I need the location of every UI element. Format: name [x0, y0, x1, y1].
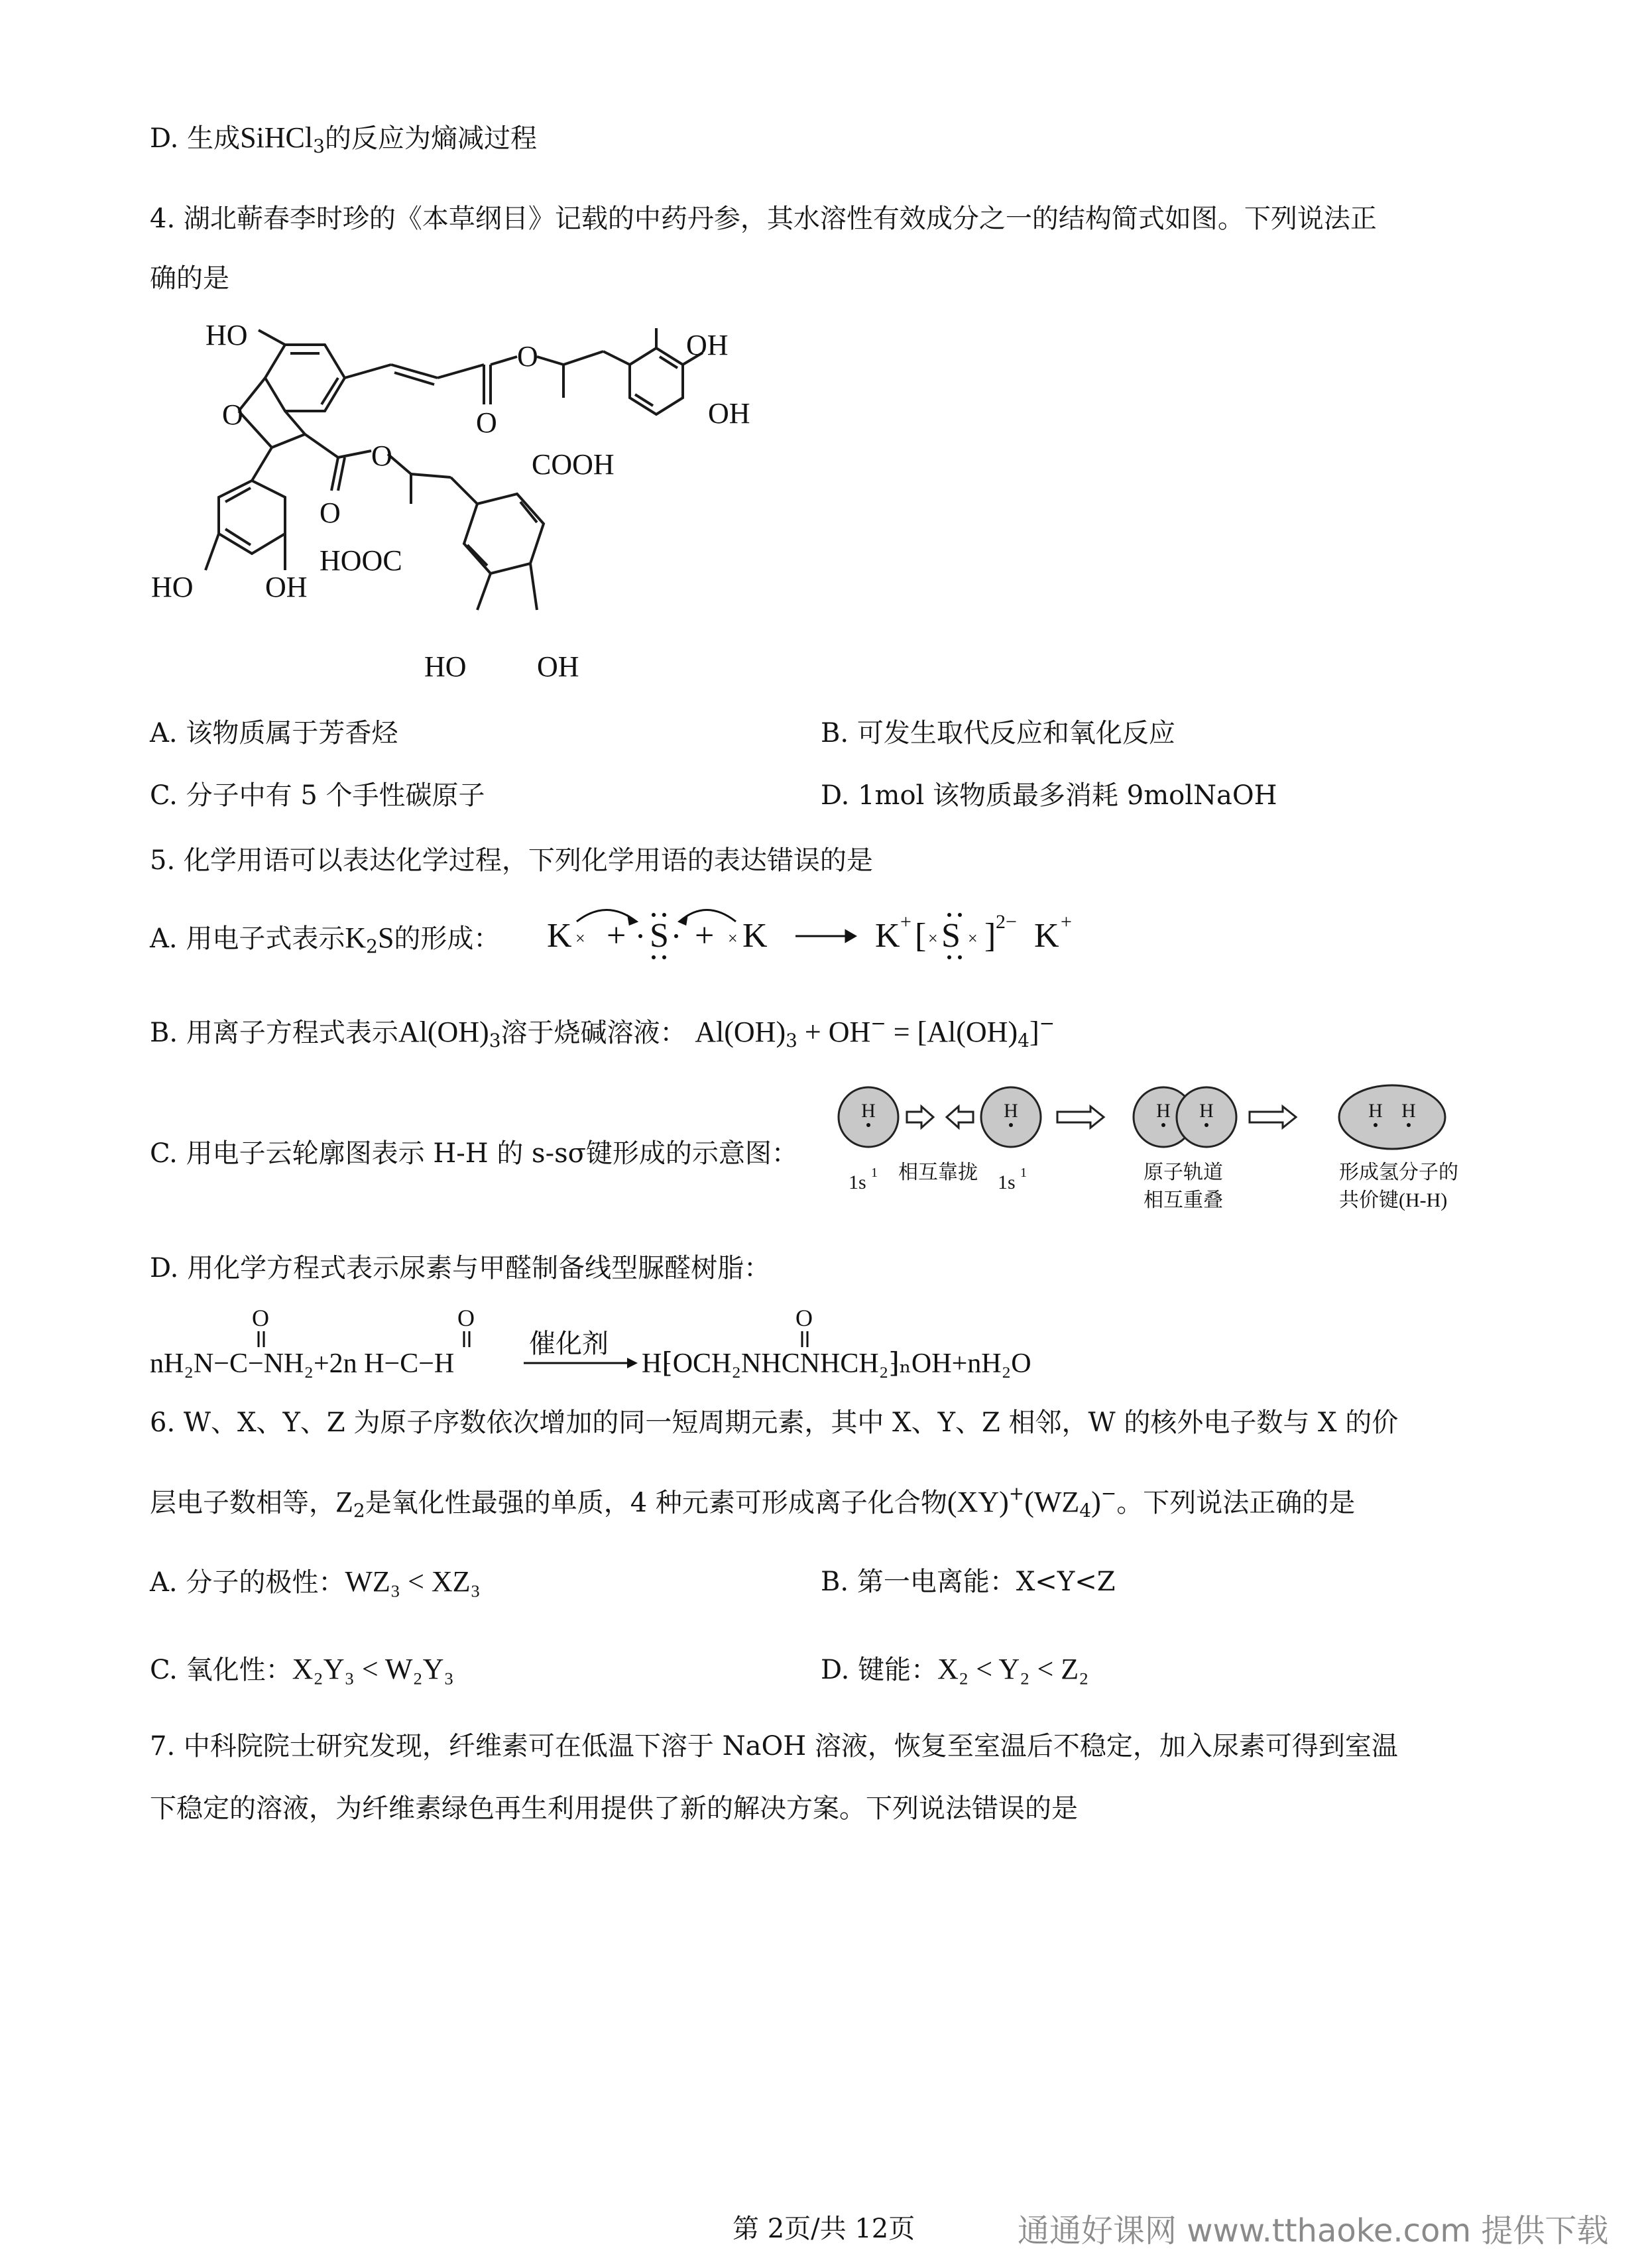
- svg-text:OH: OH: [265, 571, 308, 603]
- svg-text:O: O: [517, 340, 538, 373]
- svg-text:相互重叠: 相互重叠: [1144, 1189, 1223, 1211]
- q5-stem: 5. 化学用语可以表达化学过程，下列化学用语的表达错误的是: [150, 845, 873, 876]
- svg-text:+: +: [1061, 911, 1072, 933]
- svg-text:H: H: [1368, 1100, 1383, 1122]
- svg-text:×: ×: [575, 929, 585, 948]
- svg-text:H: H: [1401, 1100, 1416, 1122]
- q4-stem-line2: 确的是: [150, 263, 229, 294]
- svg-text:H: H: [1199, 1100, 1214, 1122]
- svg-text:COOH: COOH: [532, 448, 615, 481]
- svg-text:K: K: [875, 917, 900, 955]
- q6-option-b: B. 第一电离能：X<Y<Z: [821, 1567, 1116, 1597]
- svg-text:×: ×: [968, 929, 978, 948]
- svg-text:OH: OH: [686, 329, 729, 361]
- svg-text:HO: HO: [424, 650, 467, 683]
- catechol-ring-left: [219, 481, 285, 554]
- q7-stem-line1: 7. 中科院院士研究发现，纤维素可在低温下溶于 NaOH 溶液，恢复至室温后不稳定，加入尿素可得到室温: [150, 1731, 1398, 1761]
- svg-text:O: O: [795, 1305, 813, 1331]
- svg-text:O: O: [457, 1305, 475, 1331]
- q5-option-d-equation: [146, 1299, 1153, 1386]
- q4-option-d: D. 1mol 该物质最多消耗 9molNaOH: [821, 780, 1277, 811]
- h2-molecule: [1339, 1085, 1445, 1149]
- q5-option-c-orbital-diagram: [829, 1071, 1505, 1223]
- svg-text:O: O: [252, 1305, 269, 1331]
- q4-option-a: A. 该物质属于芳香烃: [150, 718, 398, 748]
- svg-text:K: K: [547, 917, 572, 955]
- q5-option-b: B. 用离子方程式表示$Al(OH)_3$溶于烧碱溶液： $Al(OH)_3 + OH^- = [Al(OH)_4]^-$: [150, 1012, 1055, 1051]
- svg-text:+: +: [900, 911, 911, 933]
- catechol-ring-bottom: [464, 494, 544, 573]
- svg-text:O: O: [222, 398, 243, 431]
- svg-text:HO: HO: [206, 319, 248, 351]
- svg-text:1s: 1s: [849, 1171, 866, 1193]
- svg-text:1s: 1s: [998, 1171, 1016, 1193]
- svg-text:催化剂: 催化剂: [529, 1329, 609, 1358]
- q5-option-c: C. 用电子云轮廓图表示 H-H 的 s-sσ键形成的示意图：: [150, 1138, 798, 1169]
- svg-text:K: K: [742, 917, 768, 955]
- q6-stem-line1: 6. W、X、Y、Z 为原子序数依次增加的同一短周期元素，其中 X、Y、Z 相邻，W 的核外电子数与 X 的价: [150, 1407, 1399, 1438]
- svg-text:+: +: [607, 917, 626, 955]
- q4-option-c: C. 分子中有 5 个手性碳原子: [150, 780, 485, 811]
- option-label: D.: [150, 123, 179, 154]
- q4-option-b: B. 可发生取代反应和氧化反应: [821, 718, 1175, 748]
- svg-text:OH: OH: [537, 650, 579, 683]
- svg-text:+: +: [695, 917, 715, 955]
- svg-text:O: O: [371, 440, 392, 472]
- svg-text:形成氢分子的: 形成氢分子的: [1339, 1162, 1458, 1183]
- svg-text:]: ]: [984, 917, 996, 955]
- svg-text:O: O: [476, 406, 497, 439]
- svg-text:S: S: [650, 917, 669, 955]
- svg-text:[: [: [915, 917, 927, 955]
- svg-text:HOOC: HOOC: [320, 544, 402, 577]
- svg-text:共价键(H-H): 共价键(H-H): [1339, 1189, 1448, 1211]
- svg-text:S: S: [941, 917, 961, 955]
- svg-text:H: H: [1156, 1100, 1171, 1122]
- svg-text:2−: 2−: [996, 911, 1017, 933]
- q5-option-a: A. 用电子式表示$K_2S$的形成：: [150, 922, 500, 957]
- q5-option-d: D. 用化学方程式表示尿素与甲醛制备线型脲醛树脂：: [150, 1253, 771, 1283]
- q4-stem-line1: 4. 湖北蕲春李时珍的《本草纲目》记载的中药丹参，其水溶性有效成分之一的结构简式如图。下列说法正: [150, 204, 1377, 234]
- svg-text:×: ×: [928, 929, 938, 948]
- q5-option-a-electron-formula: [544, 902, 1140, 968]
- watermark: 通通好课网 www.tthaoke.com 提供下载: [1018, 2212, 1609, 2249]
- q7-stem-line2: 下稳定的溶液，为纤维素绿色再生利用提供了新的解决方案。下列说法错误的是: [150, 1793, 1078, 1824]
- svg-text:相互靠拢: 相互靠拢: [898, 1162, 978, 1183]
- svg-text:1: 1: [1020, 1165, 1027, 1180]
- catechol-ring-top: [630, 348, 683, 414]
- svg-text:×: ×: [728, 929, 738, 948]
- svg-text:HO: HO: [151, 571, 194, 603]
- svg-text:H: H: [861, 1100, 876, 1122]
- q6-stem-line2: 层电子数相等，$Z_2$是氧化性最强的单质，4 种元素可形成离子化合物$(XY)^+(WZ_4)^-$。下列说法正确的是: [150, 1482, 1356, 1522]
- svg-text:OH: OH: [708, 397, 750, 430]
- svg-text:K: K: [1034, 917, 1059, 955]
- q4-structure-diagram: [133, 312, 809, 696]
- svg-text:H: H: [1004, 1100, 1018, 1122]
- q3-option-d: D. 生成SiHCl$_3$的反应为熵减过程: [150, 121, 537, 157]
- svg-text:H⁅OCH₂NHCNHCH₂⁆ₙOH+nH₂O: H⁅OCH₂NHCNHCH₂⁆ₙOH+nH₂O: [642, 1348, 1031, 1379]
- svg-text:1: 1: [871, 1165, 878, 1180]
- svg-text:O: O: [320, 497, 341, 529]
- q6-option-c: C. 氧化性：X₂Y₃ < W₂Y₃: [150, 1653, 454, 1685]
- svg-text:原子轨道: 原子轨道: [1144, 1162, 1223, 1183]
- page-number: 第 2页/共 12页: [733, 2214, 915, 2244]
- svg-text:nH₂N−C−NH₂+2n H−C−H: nH₂N−C−NH₂+2n H−C−H: [150, 1348, 455, 1379]
- q6-option-a: A. 分子的极性：WZ₃ < XZ₃: [150, 1565, 481, 1598]
- q6-option-d: D. 键能：X₂ < Y₂ < Z₂: [821, 1653, 1089, 1685]
